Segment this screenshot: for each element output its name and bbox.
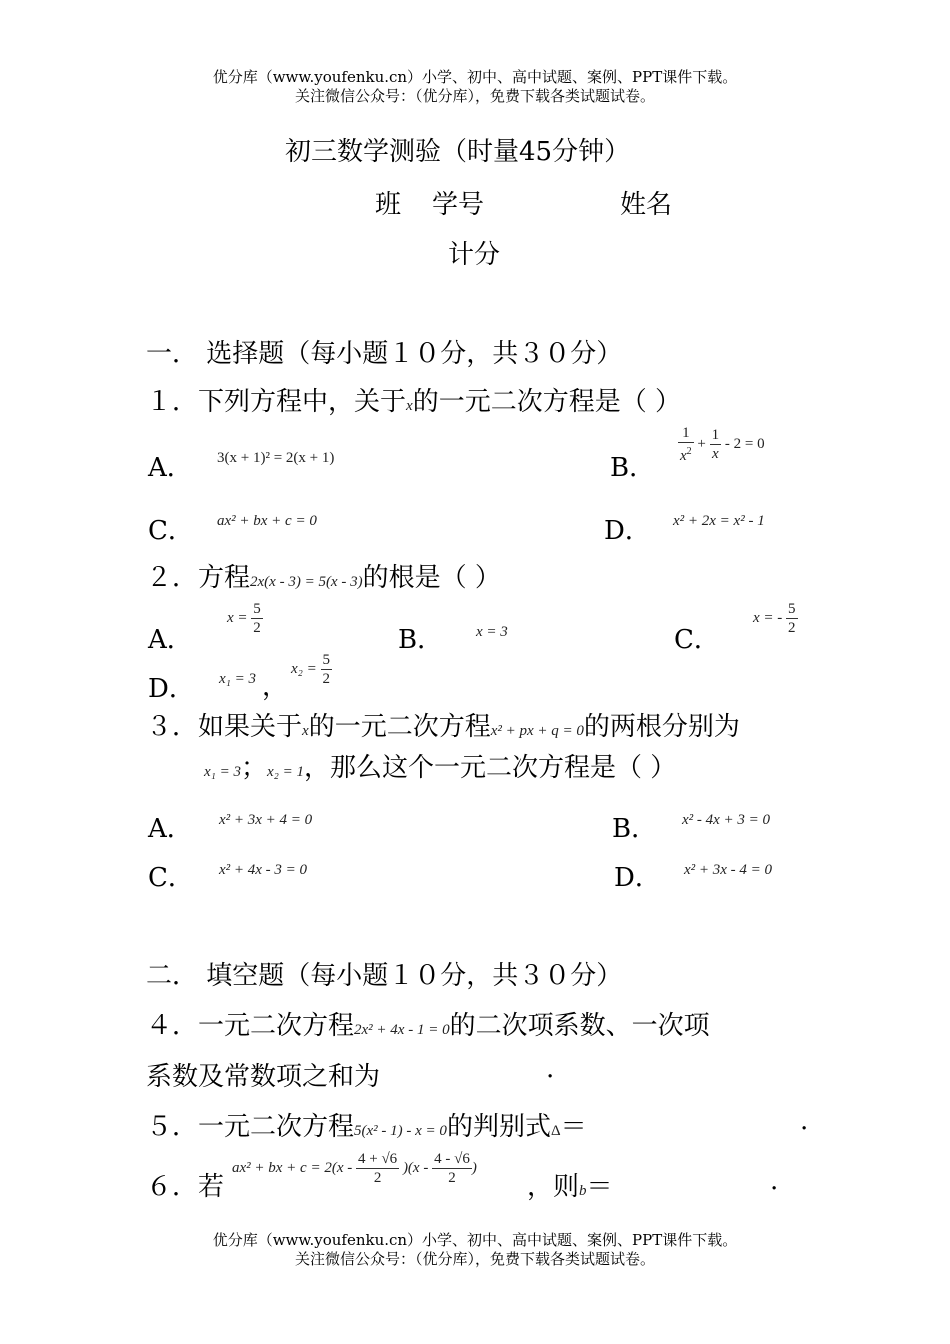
header-line-2: 关注微信公众号：（优分库），免费下载各类试题试卷。 <box>294 87 655 105</box>
q3-option-a: x² + 3x + 4 = 0 <box>219 812 313 828</box>
q4-expr: 2x² + 4x - 1 = 0 <box>354 1022 450 1038</box>
q1-prefix: １．下列方程中，关于 <box>146 387 407 417</box>
q1-option-b: $\frac{1}{x^2}$ + $\frac{1}{x}$ - 2 = 0 <box>680 425 765 464</box>
name-label: 姓名 <box>620 190 673 220</box>
student-id-label: 学号 <box>432 190 485 220</box>
q6-prefix: ６．若 <box>146 1172 225 1202</box>
q5-end: . <box>800 1106 809 1136</box>
q3-option-d: x² + 3x - 4 = 0 <box>684 862 773 878</box>
question-5: ５．一元二次方程5(x² - 1) - x = 0的判别式Δ＝ <box>146 1112 587 1142</box>
q2-suffix: 的根是（ ） <box>362 563 501 593</box>
q1-option-a: 3(x + 1)² = 2(x + 1) <box>217 450 335 466</box>
q2-option-d-x2: x₂ = $\frac{5}{2}$ <box>291 652 330 687</box>
q3-option-b-label: B． <box>612 814 658 844</box>
q3-option-b: x² - 4x + 3 = 0 <box>682 812 771 828</box>
q1-option-c-label: C． <box>148 516 194 546</box>
q3-x2: x₂ = 1 <box>267 764 305 780</box>
q3-option-a-label: A． <box>148 814 193 844</box>
q1-option-d: x² + 2x = x² - 1 <box>673 513 765 529</box>
q5-expr: 5(x² - 1) - x = 0 <box>354 1123 447 1139</box>
class-label: 班 <box>375 190 402 220</box>
question-2 <box>146 557 501 594</box>
question-1 <box>146 381 681 418</box>
q1b-tail: - 2 = 0 <box>724 435 765 452</box>
q2-option-c: x = - $\frac{5}{2}$ <box>753 601 796 636</box>
q2-option-d-x1: x₁ = 3 <box>219 671 256 687</box>
footer-line-1: 优分库（www.youfenku.cn）小学、初中、高中试题、案例、PPT课件下载。 <box>212 1231 738 1249</box>
score-label: 计分 <box>448 240 501 270</box>
q6-expr: ax² + bx + c = 2(x - $\frac{4 + √6}{2}$ )(x - $\frac{4 - √6}{2}$ ) <box>232 1151 477 1186</box>
q1-option-d-label: D． <box>604 516 651 546</box>
q2-option-d-sep: ， <box>262 672 289 702</box>
q6-end: . <box>770 1166 779 1196</box>
q4-end: . <box>546 1054 555 1084</box>
q3-expr: x² + px + q = 0 <box>490 723 584 739</box>
section-2-heading: 二． 填空题（每小题１０分，共３０分） <box>146 961 623 991</box>
q3-option-c-label: C． <box>148 863 194 893</box>
q1b-frac1-num: 1 <box>678 424 694 443</box>
q1-option-c: ax² + bx + c = 0 <box>217 513 317 529</box>
q3-x1: x₁ = 3 <box>204 764 241 780</box>
q2-option-b-label: B． <box>398 625 444 655</box>
question-4: ４．一元二次方程2x² + 4x - 1 = 0的二次项系数、一次项 <box>146 1011 710 1041</box>
q1-suffix: 的一元二次方程是（ ） <box>412 387 681 417</box>
q1-option-b-label: B． <box>610 453 656 483</box>
footer-line-2: 关注微信公众号：（优分库），免费下载各类试题试卷。 <box>294 1250 655 1268</box>
question-3: ３．如果关于x的一元二次方程x² + px + q = 0的两根分别为 <box>146 712 740 742</box>
q2-option-a-label: A． <box>148 625 193 655</box>
page-title: 初三数学测验（时量45分钟） <box>285 137 631 167</box>
q2-option-c-label: C． <box>674 625 720 655</box>
q6-suffix: ，则b＝ <box>527 1172 613 1202</box>
q1-option-a-label: A． <box>148 453 193 483</box>
q2-option-d-label: D． <box>148 674 195 704</box>
q3-option-c: x² + 4x - 3 = 0 <box>219 862 308 878</box>
question-3-line-2: x₁ = 3；x₂ = 1，那么这个一元二次方程是（ ） <box>204 753 677 783</box>
q2-option-a: x = $\frac{5}{2}$ <box>227 601 261 636</box>
q2-expr: 2x(x - 3) = 5(x - 3) <box>250 574 363 590</box>
question-4-line-2: 系数及常数项之和为 <box>146 1062 381 1092</box>
q2-prefix: ２．方程 <box>146 563 251 593</box>
section-1-heading: 一． 选择题（每小题１０分，共３０分） <box>146 339 623 369</box>
q3-option-d-label: D． <box>614 863 661 893</box>
q2-option-b: x = 3 <box>476 624 508 640</box>
q1-var: x <box>406 398 413 414</box>
header-line-1: 优分库（www.youfenku.cn）小学、初中、高中试题、案例、PPT课件下载。 <box>212 68 738 86</box>
